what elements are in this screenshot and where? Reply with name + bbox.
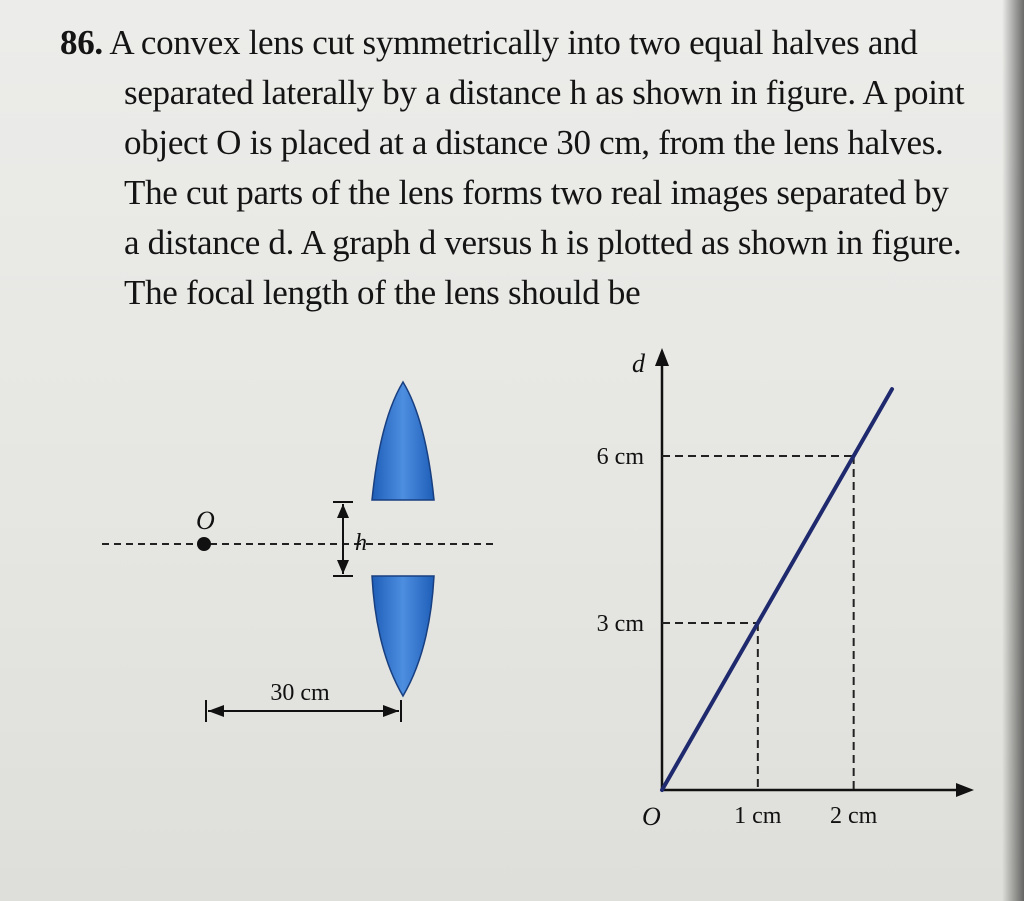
origin-label: O [642,802,661,831]
question-line-1: 86. A convex lens cut symmetrically into two equal halves and [60,23,918,62]
y-tick-label-6cm: 6 cm [596,443,644,470]
separation-label: h [355,530,367,556]
y-tick-label-3cm: 3 cm [596,610,644,637]
object-label: O [196,506,215,535]
distance-label: 30 cm [270,680,330,706]
question-line-2: separated laterally by a distance h as shown in figure. A point [124,73,965,112]
question-line-4: The cut parts of the lens forms two real images separated by [124,173,949,212]
page-edge-shadow [1002,0,1024,901]
question-number: 86. [60,23,103,62]
question-line-6: The focal length of the lens should be [124,273,641,312]
x-tick-label-2cm: 2 cm [830,803,878,829]
question-line-3: object O is placed at a distance 30 cm, from the lens halves. [124,123,944,162]
data-line [662,389,892,790]
y-axis-label: d [632,349,645,378]
question-line-5: a distance d. A graph d versus h is plotted as shown in figure. [124,223,962,262]
y-axis-arrow-icon [655,348,669,366]
x-tick-label-1cm: 1 cm [734,803,782,829]
x-axis-arrow-icon [956,783,974,797]
